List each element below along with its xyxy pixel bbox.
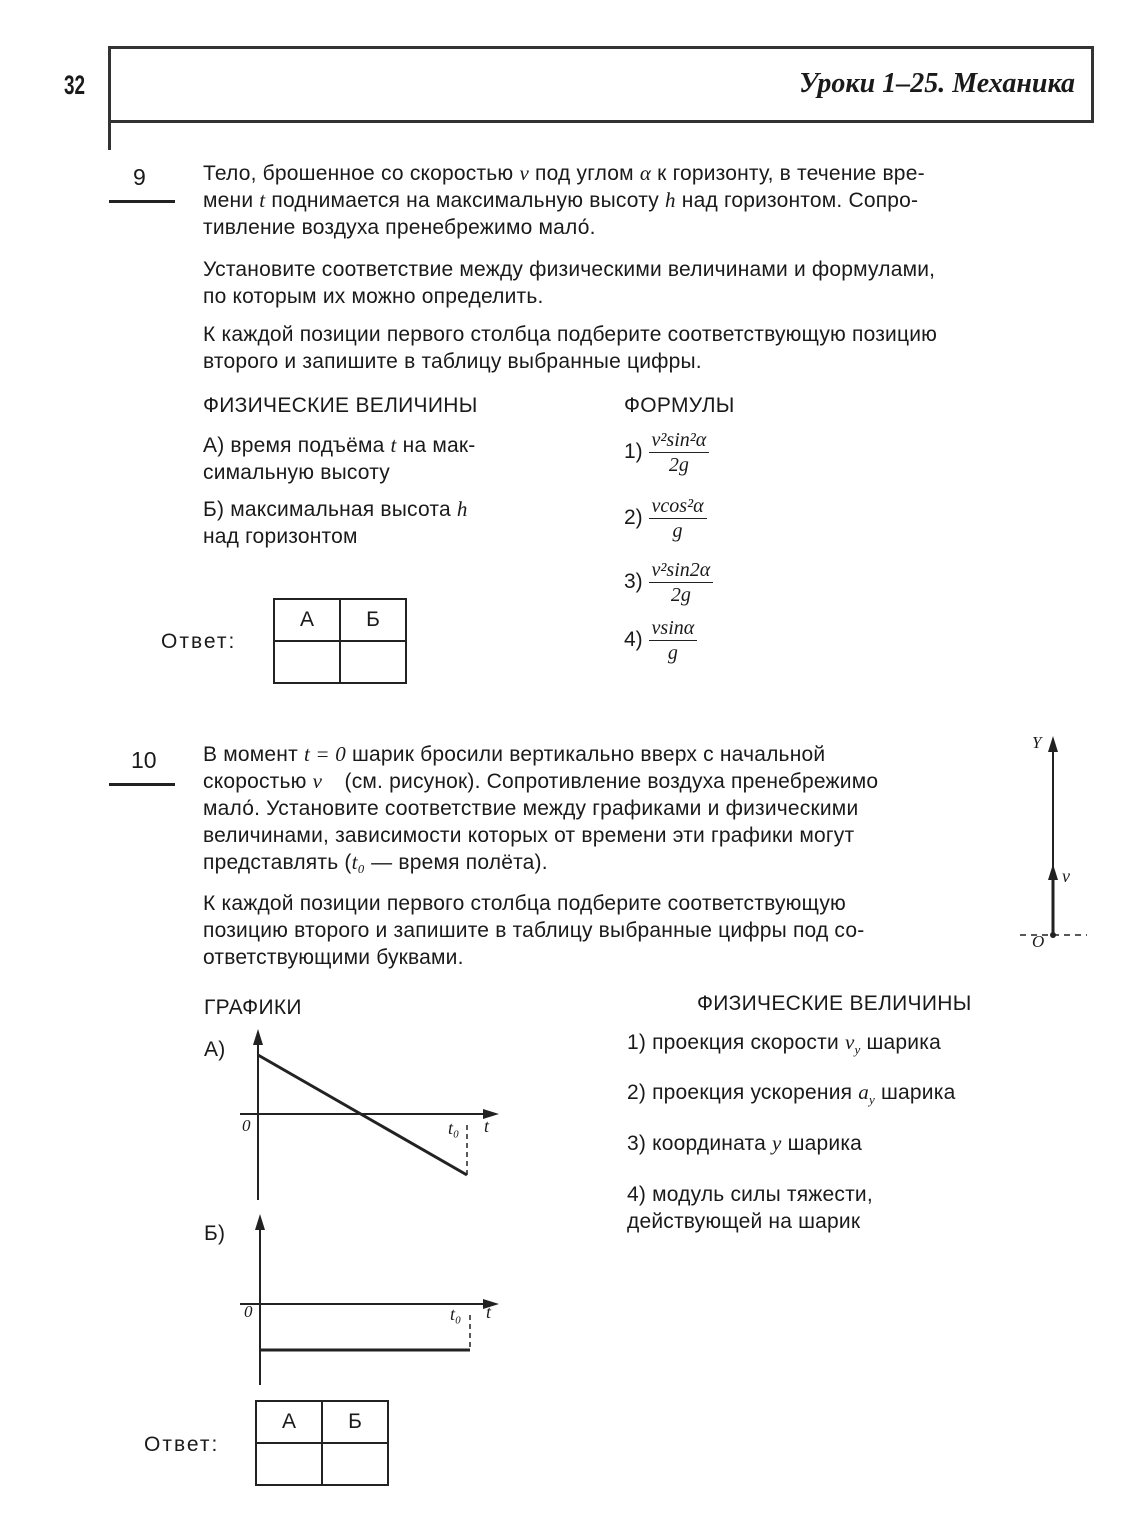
answer-col-a: А xyxy=(256,1401,322,1443)
answer-cell-a[interactable] xyxy=(256,1443,322,1485)
quantity-3: 3) координата y шарика xyxy=(627,1131,863,1155)
header-stub xyxy=(108,120,111,150)
task-9-number: 9 xyxy=(133,164,146,190)
ball-throw-figure xyxy=(1015,730,1095,960)
task-10-answer-label: Ответ: xyxy=(144,1433,220,1456)
task-10-instruction: К каждой позиции первого столбца подберите соответствующую позицию второго и запишите в таблицу выбранные цифры под со- ответствующими буквами. xyxy=(203,892,865,969)
graph-b-label: Б) xyxy=(204,1222,226,1245)
chapter-title: Уроки 1–25. Механика xyxy=(799,68,1075,99)
header-divider xyxy=(108,120,1091,123)
answer-col-b: Б xyxy=(340,599,406,641)
task-9-rule xyxy=(109,200,175,203)
answer-cell-b[interactable] xyxy=(322,1443,388,1485)
ball xyxy=(1050,932,1056,938)
task-9-answer-table xyxy=(273,598,407,684)
quantity-1: 1) проекция скорости $v_y$ шарика xyxy=(627,1030,941,1058)
formula-4: 4) $\frac{vsin\alpha}{g}$ xyxy=(624,616,697,665)
task-9-answer-label: Ответ: xyxy=(161,630,237,653)
formula-3: 3) $\frac{\text{v²sin2α}}{2g}$ xyxy=(624,558,713,607)
y-axis-arrow xyxy=(1048,736,1058,752)
answer-col-a: А xyxy=(274,599,340,641)
graph-a-zero: 0 xyxy=(242,1116,251,1135)
answer-cell-b[interactable] xyxy=(340,641,406,683)
graph-b xyxy=(235,1210,510,1390)
graph-a xyxy=(235,1025,510,1205)
task-10-rule xyxy=(109,783,175,786)
task-9-item-a: А) время подъёма t на мак- симальную высоту xyxy=(203,433,476,484)
page-number: 32 xyxy=(64,70,86,100)
task-9-instruction-2: К каждой позиции первого столбца подберите соответствующую позицию второго и запишите в таблицу выбранные цифры. xyxy=(203,323,938,373)
task-9-statement: Тело, брошенное со скоростью v под углом α к горизонту, в течение вре- мени t поднимается на максимальную высоту h над горизонтом. Сопро- тивление воздуха пренебрежимо мало́. xyxy=(203,161,925,239)
task-9-instruction-1: Установите соответствие между физическими величинами и формулами, по которым их можно определить. xyxy=(203,258,936,308)
graph-a-y-arrow xyxy=(253,1029,263,1045)
graphs-header: ГРАФИКИ xyxy=(204,996,302,1019)
fig-o-label: O xyxy=(1032,932,1045,951)
answer-cell-a[interactable] xyxy=(274,641,340,683)
task-9-item-b: Б) максимальная высота h над горизонтом xyxy=(203,497,468,548)
task-10-answer-table xyxy=(255,1400,389,1486)
task-10-number: 10 xyxy=(131,747,157,773)
formula-1: 1) $\frac{\text{v²sin²α}}{2g}$ xyxy=(624,428,709,477)
task-10-statement: В момент t = 0 шарик бросили вертикально вверх с начальной скоростью v⃗ (см. рисунок). Сопротивление воздуха пренебрежимо мало́. Установите соответствие между графиками и физическими величинами, зависимости которых от времени эти графики могут представлять (t₀ — время полёта). xyxy=(203,742,879,874)
answer-col-b: Б xyxy=(322,1401,388,1443)
quantity-2: 2) проекция ускорения $a_y$ шарика xyxy=(627,1080,956,1108)
fig-y-label: Y xyxy=(1032,733,1042,752)
quantity-4: 4) модуль силы тяжести, действующей на шарик xyxy=(627,1183,873,1233)
fig-v-label: v⃗ xyxy=(1062,866,1084,886)
graph-a-label: А) xyxy=(204,1038,226,1061)
quantities-header: ФИЗИЧЕСКИЕ ВЕЛИЧИНЫ xyxy=(697,992,972,1015)
graph-a-t: t xyxy=(484,1116,490,1136)
graph-a-t0: t₀ xyxy=(448,1118,460,1138)
graph-b-t0: t₀ xyxy=(450,1304,462,1324)
task-9-formulas-header: ФОРМУЛЫ xyxy=(624,394,735,417)
velocity-arrow xyxy=(1048,864,1058,880)
task-9-quantities-header: ФИЗИЧЕСКИЕ ВЕЛИЧИНЫ xyxy=(203,394,478,417)
graph-b-zero: 0 xyxy=(244,1302,253,1321)
graph-b-y-arrow xyxy=(255,1214,265,1230)
graph-b-t: t xyxy=(486,1302,492,1322)
formula-2: 2) $\frac{\text{vcos²α}}{g}$ xyxy=(624,494,707,543)
